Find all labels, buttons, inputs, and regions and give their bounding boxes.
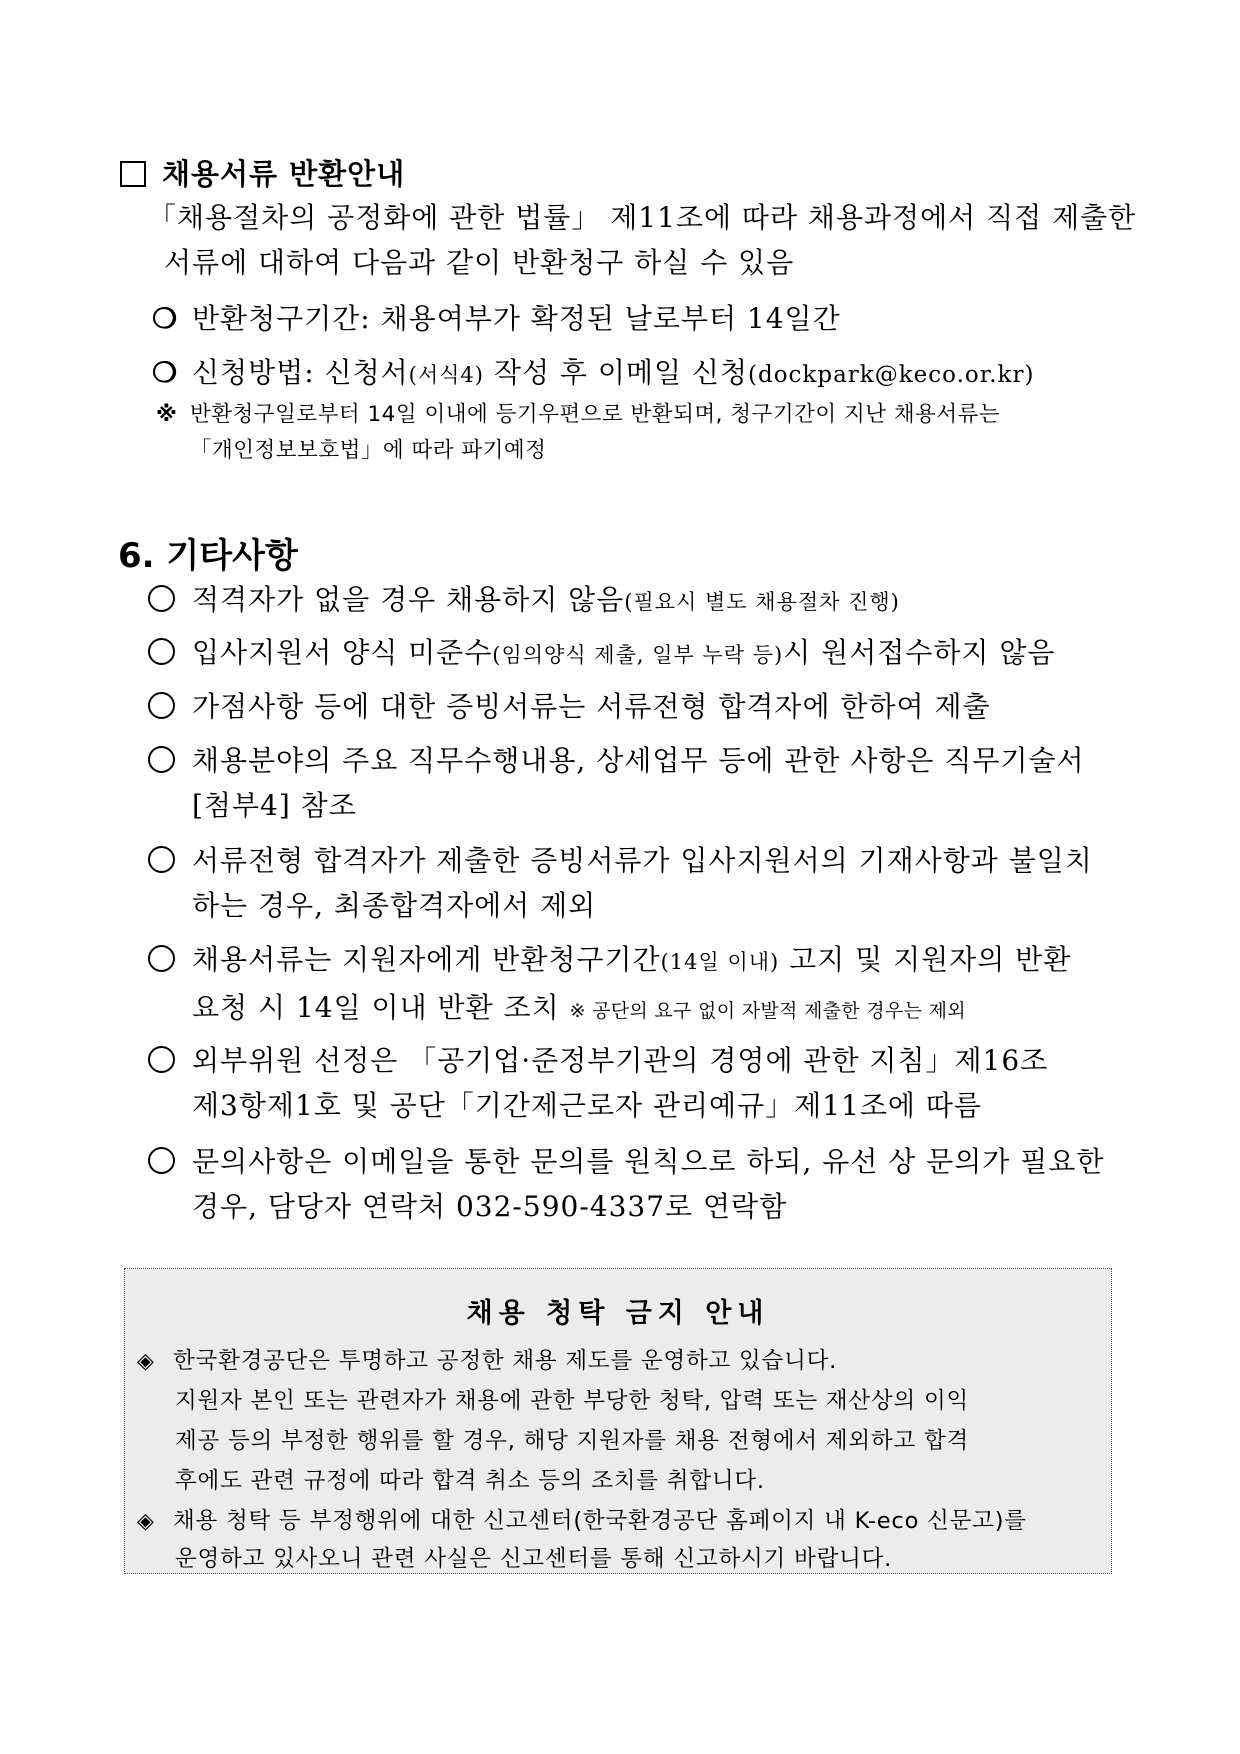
misc-item-2-text-rest: 시 원서접수하지 않음 — [783, 636, 1056, 669]
misc-item-8-line2: 경우, 담당자 연락처 032-590-4337로 연락함 — [192, 1190, 788, 1223]
notice-line-5 — [137, 1503, 1027, 1535]
return-period-item — [152, 297, 841, 337]
return-note-line1 — [156, 397, 1000, 433]
misc-item-6 — [148, 937, 1128, 1034]
misc-item-1-text: 적격자가 없을 경우 채용하지 않음 — [192, 583, 625, 616]
notice-box — [124, 1268, 1112, 1574]
misc-item-4-line1: 채용분야의 주요 직무수행내용, 상세업무 등에 관한 사항은 직무기술서 — [192, 744, 1085, 777]
hollow-circle-bullet-icon — [148, 945, 175, 972]
reference-mark-icon: ※ — [156, 402, 178, 427]
return-method-text-rest: 작성 후 이메일 신청 — [484, 356, 748, 389]
notice-line-4: 후에도 관련 규정에 따라 합격 취소 등의 조치를 취합니다. — [175, 1468, 765, 1494]
misc-item-1-note: (필요시 별도 채용절차 진행) — [624, 590, 900, 614]
hollow-circle-bullet-icon — [148, 1147, 175, 1174]
return-intro-line1: 「채용절차의 공정화에 관한 법률」 제11조에 따라 채용과정에서 직접 제출한 — [148, 201, 1137, 234]
misc-item-5 — [148, 838, 1128, 928]
misc-item-3-text: 가점사항 등에 대한 증빙서류는 서류전형 합격자에 한하여 제출 — [192, 690, 991, 723]
misc-item-5-line1: 서류전형 합격자가 제출한 증빙서류가 입사지원서의 기재사항과 불일치 — [192, 844, 1093, 877]
misc-item-6-text: 채용서류는 지원자에게 반환청구기간 — [192, 943, 661, 976]
notice-line-6: 운영하고 있사오니 관련 사실은 신고센터를 통해 신고하시기 바랍니다. — [175, 1546, 893, 1572]
return-period-text: 반환청구기간: 채용여부가 확정된 날로부터 14일간 — [192, 302, 841, 335]
misc-item-6-text-rest: 고지 및 지원자의 반환 — [779, 943, 1072, 976]
return-intro-line2: 서류에 대하여 다음과 같이 반환청구 하실 수 있음 — [164, 246, 795, 279]
diamond-bullet-icon: ◈ — [137, 1509, 155, 1534]
diamond-bullet-icon: ◈ — [137, 1349, 155, 1374]
return-method-form-ref: (서식4) — [408, 363, 484, 387]
hollow-circle-bullet-icon — [148, 638, 175, 665]
misc-item-2 — [148, 630, 1128, 678]
return-note-text1: 반환청구일로부터 14일 이내에 등기우편으로 반환되며, 청구기간이 지난 채용서류는 — [190, 402, 1001, 427]
filled-circle-bullet-icon: ❍ — [152, 302, 179, 335]
misc-item-3 — [148, 684, 1128, 729]
notice-line-5-text: 채용 청탁 등 부정행위에 대한 신고센터(한국환경공단 홈페이지 내 K-eco 신문고)를 — [173, 1508, 1027, 1534]
misc-heading: 6. 기타사항 — [118, 536, 298, 576]
return-method-item — [152, 351, 1034, 391]
notice-line-1-text: 한국환경공단은 투명하고 공정한 채용 제도를 운영하고 있습니다. — [173, 1348, 838, 1374]
misc-item-6-note: (14일 이내) — [660, 950, 780, 974]
return-method-email: (dockpark@keco.or.kr) — [748, 362, 1035, 388]
misc-item-8-line1: 문의사항은 이메일을 통한 문의를 원칙으로 하되, 유선 상 문의가 필요한 — [192, 1145, 1105, 1178]
misc-item-5-line2: 하는 경우, 최종합격자에서 제외 — [192, 889, 597, 922]
hollow-circle-bullet-icon — [148, 846, 175, 873]
misc-item-4 — [148, 738, 1128, 828]
misc-item-7-line2: 제3항제1호 및 공단「기간제근로자 관리예규」제11조에 따름 — [192, 1089, 982, 1122]
misc-item-7-line1: 외부위원 선정은 「공기업·준정부기관의 경영에 관한 지침」제16조 — [192, 1044, 1049, 1077]
misc-item-7 — [148, 1038, 1128, 1128]
misc-item-8 — [148, 1139, 1128, 1229]
section-title-text: 채용서류 반환안내 — [162, 157, 406, 191]
section-title-return — [120, 152, 405, 193]
hollow-circle-bullet-icon — [148, 585, 175, 612]
return-note-line2: 「개인정보보호법」에 따라 파기예정 — [190, 438, 547, 463]
notice-line-3: 제공 등의 부정한 행위를 할 경우, 해당 지원자를 채용 전형에서 제외하고 합격 — [175, 1428, 970, 1454]
notice-title: 채용 청탁 금지 안내 — [466, 1298, 770, 1329]
hollow-circle-bullet-icon — [148, 1046, 175, 1073]
misc-item-6-inline-note: ※ 공단의 요구 없이 자발적 제출한 경우는 제외 — [569, 1000, 966, 1022]
return-method-text: 신청방법: 신청서 — [192, 356, 409, 389]
misc-item-6-line2: 요청 시 14일 이내 반환 조치 — [192, 991, 560, 1024]
notice-line-2: 지원자 본인 또는 관련자가 채용에 관한 부당한 청탁, 압력 또는 재산상의 이익 — [175, 1388, 970, 1414]
misc-item-4-line2: [첨부4] 참조 — [192, 789, 357, 822]
misc-item-2-text: 입사지원서 양식 미준수 — [192, 636, 493, 669]
hollow-circle-bullet-icon — [148, 746, 175, 773]
misc-item-1 — [148, 577, 1128, 625]
filled-circle-bullet-icon: ❍ — [152, 356, 179, 389]
hollow-circle-bullet-icon — [148, 692, 175, 719]
checkbox-square-icon — [120, 161, 146, 187]
misc-item-2-note: (임의양식 제출, 일부 누락 등) — [492, 643, 784, 667]
notice-line-1 — [137, 1343, 837, 1375]
